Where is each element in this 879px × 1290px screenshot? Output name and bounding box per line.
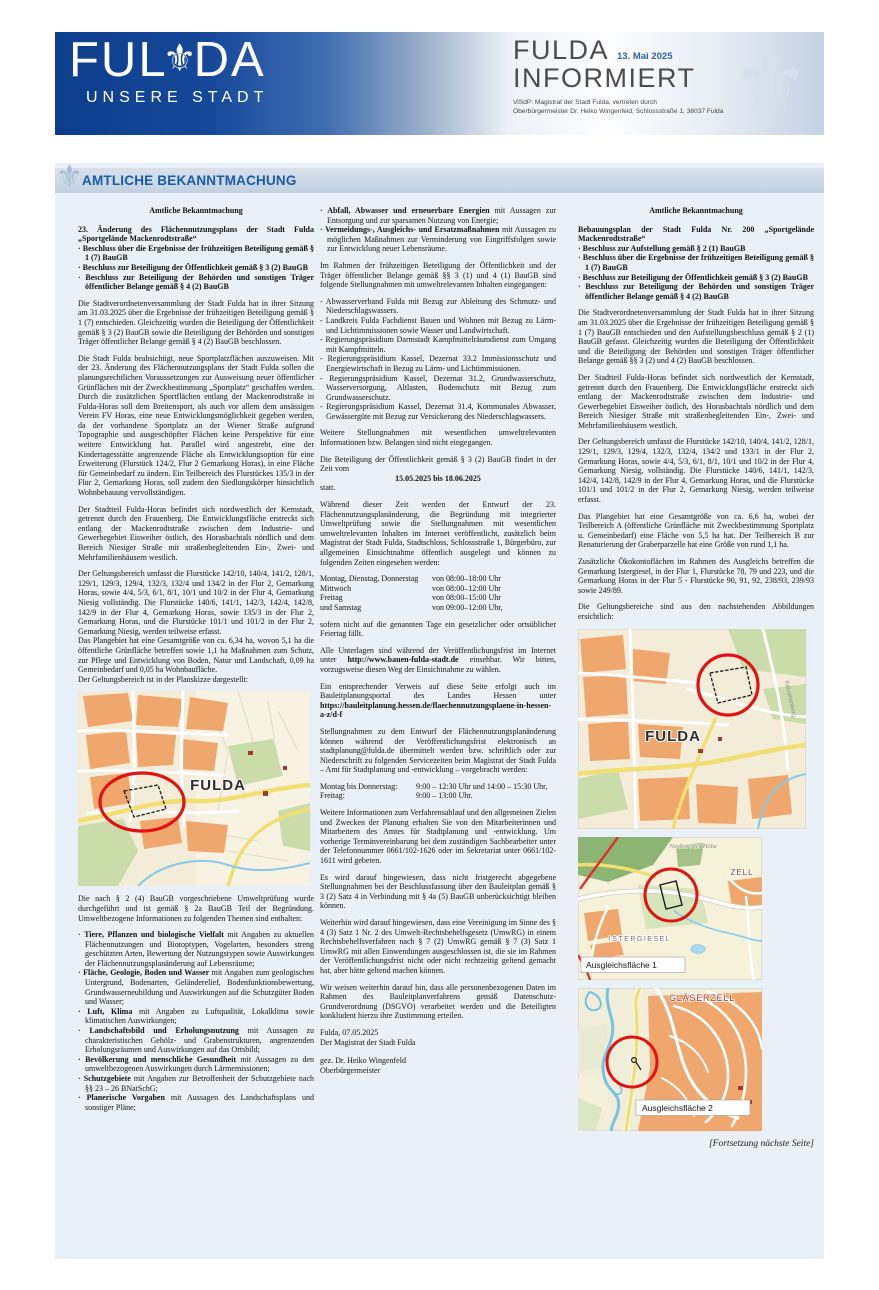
caption-ausgleichsflaeche-2: Ausgleichsfläche 2 [642, 1102, 713, 1113]
bullet-item: · Beschluss zur Beteiligung der Behörden und sonstigen Träger öffentlicher Belange gemäß § 4 (2) BauGB [78, 273, 314, 292]
content-panel [55, 163, 824, 1259]
columns [55, 193, 824, 1150]
text-segment: einsehbar. Wir bitten, vorzugsweise diesen Weg der Einsichtnahme zu wählen. [320, 655, 557, 674]
item-lead: Schutzgebiete [83, 1074, 131, 1083]
list-item [78, 1093, 314, 1112]
list-item [78, 968, 314, 1006]
item-lead: Landschaftsbild und Erholungsnutzung [89, 1026, 239, 1036]
documents-url: http://www.bauen-fulda-stadt.de [347, 655, 459, 665]
logo-text-ful: FUL [69, 33, 168, 87]
bullet-item: · Beschluss zur Beteiligung der Öffentlichkeit gemäß § 3 (2) BauGB [78, 263, 314, 273]
paragraph: Weiterhin wird darauf hingewiesen, dass eine Vereinigung im Sinne des § 4 (3) Satz 1 Nr. 2 des Umwelt-Rechtsbehelfsgesetz (UmwRG) in einem Rechtsbehelfsverfahren nach § 7 (2) UmwRG gemäß § 7 (3) Satz 1 UmwRG mit allen Einwendungen ausgeschlossen ist, die sie im Rahmen der Veröffentlichungsfrist nicht oder nicht rechtzeitig geltend gemacht hat, aber hätte geltend machen können. [320, 918, 556, 975]
imprint-line2: Oberbürgermeister Dr. Heiko Wingenfeld, Schlossstraße 1, 36037 Fulda [513, 107, 724, 115]
notice-title: 23. Änderung des Flächennutzungsplans der Stadt Fulda „Sportgelände Mackenrodtstraße“ [78, 224, 314, 244]
masthead-title [513, 37, 723, 116]
signature-name: gez. Dr. Heiko Wingenfeld [320, 1056, 406, 1066]
environment-topic-list [320, 206, 556, 254]
item-lead: Abfall, Abwasser und erneuerbare Energien [327, 206, 490, 215]
issue-date: 13. Mai 2025 [617, 51, 673, 62]
opening-hours-table [320, 574, 556, 612]
item-lead: Vermeidungs-, Ausgleichs- und Ersatzmaßnahmen [325, 225, 500, 235]
paragraph: Die Geltungsbereiche sind aus den nachstehenden Abbildungen ersichtlich: [578, 602, 814, 621]
column-heading: Amtliche Bekanntmachung [149, 206, 243, 215]
paragraph: Weitere Stellungnahmen mit wesentlichen umweltrelevanten Informationen bzw. Belangen sind nicht eingegangen. [320, 428, 556, 448]
environment-topic-list [78, 930, 314, 1112]
masthead-line1: FULDA [513, 35, 610, 65]
item-rest: mit Aussagen des Landschaftsplans und sonstiger Pläne; [85, 1093, 314, 1112]
paragraph: Der Geltungsbereich umfasst die Flurstücke 142/10, 140/4, 141/2, 128/1, 129/1, 129/3, 129/4, 132/3, 132/4 und 134/2 in der Flur 2, Gemarkung Horas, sowie 4/4, 5/3, 6/1, 8/1, 10/1 und 10/2 in der Flur 4, Gemarkung Niesig vollständig. Die Flurstücke 140/6, 141/1, 142/3, 142/4, 142/8, 142/9 in der Flur 4, Gemarkung Horas, sowie 135/3 in der Flur 2, Gemarkung Horas, und die Flurstücke 101/1 und 101/2 in der Flur 2, Gemarkung Niesig, werden teilweise erfasst. [78, 569, 314, 636]
list-item [78, 1026, 314, 1055]
item-rest: mit Angaben zu Luftqualität, Lokalklima sowie klimatischen Auswirkungen; [85, 1006, 314, 1026]
hours-time: 9:00 – 13:00 Uhr. [416, 791, 473, 801]
paragraph: Die Stadtverordnetenversammlung der Stadt Fulda hat in ihrer Sitzung am 31.03.2025 über die Ergebnisse der frühzeitigen Beteiligung gemäß § 1 (7) entschieden. Gleichzeitig wurden die Beteiligung der Öffentlichkeit gemäß § 3 (2) BauGB sowie die Beteiligung der Behörden und sonstigen Träger öffentlicher Belange gemäß § 4 (2) BauGB beschlossen. [78, 298, 314, 347]
paragraph [320, 682, 556, 720]
paragraph: Die Stadtverordnetenversammlung der Stadt Fulda hat in ihrer Sitzung am 31.03.2025 über die Ergebnisse der frühzeitigen Beteiligung gemäß § 1 (7) BauGB entschieden und den Aufstellungsbeschluss gemäß § 2 (1) BauGB gefasst. Gleichzeitig wurden die Beteiligung der Öffentlichkeit und die Beteiligung der Behörden und sonstigen Träger öffentlicher Belange gemäß §§ 3 (2) und 4 (2) BauGB beschlossen. [578, 308, 814, 366]
map-label-istergiesel: ISTERGIESEL [608, 935, 672, 943]
paragraph: Die nach § 2 (4) BauGB vorgeschriebene Umweltprüfung wurde durchgeführt und ist gemäß § 2a BauGB Teil der Begründung. Umweltbezogene Informationen zu folgenden Themen sind enthalten: [78, 894, 314, 923]
column-3 [578, 206, 814, 1150]
paragraph: Während dieser Zeit werden der Entwurf der 23. Flächennutzungsplanänderung, die Begründung mit integrierter Umweltprüfung sowie die Stellungnahmen mit wesentlichen umweltrelevanten Inhalten im Internet veröffentlicht, zusätzlich beim Magistrat der Stadt Fulda, Stadtschloss, Schlossstraße 1, Bürgerbüro, zur allgemeinen Einsichtnahme öffentlich ausgelegt und können zu folgenden Zeiten eingesehen werden: [320, 500, 556, 567]
map-label-fulda: FULDA [645, 727, 701, 745]
paragraph-group [78, 569, 314, 684]
ausgleichsflaeche-1-map [578, 837, 762, 980]
item-lead: Luft, Klima [87, 1006, 133, 1016]
hours-day: Freitag [320, 593, 343, 603]
planskizze-map [78, 691, 310, 886]
item-lead: Bevölkerung und menschliche Gesundheit [85, 1054, 237, 1064]
list-item [78, 930, 314, 968]
list-item: - Regierungspräsidium Kassel, Dezernat 31.2, Grundwasserschutz, Wasserversorgung, Altlasten, Bodenschutz mit Bezug zum Grundwasserschutz. [320, 374, 556, 403]
list-item [320, 206, 556, 225]
bullet-item: · Beschluss über die Ergebnisse der frühzeitigen Beteiligung gemäß § 1 (7) BauGB [78, 244, 314, 263]
item-rest: mit Aussagen zu den umweltbezogenen Auswirkungen durch Lärmemissionen; [85, 1054, 315, 1074]
paragraph: Stellungnahmen zu dem Entwurf der Flächennutzungsplanänderung können während der Veröffentlichungsfrist elektronisch an stadtplanung@fulda.de übermittelt werden bzw. schriftlich oder zur Niederschrift zu folgenden Servicezeiten beim Magistrat der Stadt Fulda – Amt für Stadtplanung und -entwicklung – vorgebracht werden: [320, 726, 556, 775]
list-item [320, 225, 556, 254]
section-banner [55, 163, 824, 194]
paragraph: Der Geltungsbereich umfasst die Flurstücke 142/10, 140/4, 141/2, 128/1, 129/1, 129/3, 129/4, 132/3, 132/4, 134/2 und 133/1 in der Flur 2, Gemarkung Horas, sowie 4/4, 5/3, 6/1, 8/1, 10/1 und 10/2 in der Flur 4, Gemarkung Niesig, vollständig. Die Flurstücke 140/6, 141/1, 142/3, 142/4, 142/8, 142/9 in der Flur 4, Gemarkung Horas, und die Flurstücke 101/1 und 101/2 in der Flur 2, Gemarkung Niesig, werden teilweise erfasst. [578, 437, 814, 505]
imprint [513, 98, 723, 116]
list-item [78, 1007, 314, 1026]
list-item: - Regierungspräsidium Darmstadt Kampfmittelräumdienst zum Umgang mit Kampfmitteln. [320, 335, 556, 354]
paragraph: Die Stadt Fulda beabsichtigt, neue Sportplatzflächen auszuweisen. Mit der 23. Änderung des Flächennutzungsplans der Stadt Fulda sollen die planungsrechtlichen Voraussetzungen zur Ausweisung neuer öffentlicher Grünflächen mit der Zweckbestimmung „Sportplatz“ geschaffen werden. Durch die zusätzlichen Sportflächen entlang der Mackenrodtstraße in Fulda-Horas soll dem Breitensport, als auch vor allem dem ansässigen Verein FV Horas, eine neue Entwicklungsmöglichkeit gegeben werden, da der vorhandene Sportplatz an der Wiener Straße aufgrund Topographie und ausgeschöpfter Flächen keine Perspektive für eine weitere Entwicklung hat. Parallel wird angestrebt, eine der Kindertagesstätte angrenzende Fläche als Entwicklungsoption für eine Erweiterung (Flurstück 124/2, Flur 2 Gemarkung Horas), in eine Fläche für Gemeinbedarf zu ändern. Ein Teilbereich des Flurstückes 135/3 in der Flur 2, Gemarkung Horas, soll zudem den Siedlungskörper hinsichtlich Wohnbebauung vervollständigen. [78, 353, 314, 498]
agency-list [320, 297, 556, 422]
hours-day: Montag, Dienstag, Donnerstag [320, 574, 419, 584]
column-1 [78, 206, 314, 1150]
bullet-item: · Beschluss zur Aufstellung gemäß § 2 (1) BauGB [578, 244, 814, 254]
list-item: - Landkreis Fulda Fachdienst Bauen und Wohnen mit Bezug zu Lärm- und Lichtimmissionen sowie Wasser und Landwirtschaft. [320, 316, 556, 335]
paragraph: Wir weisen weiterhin darauf hin, dass alle personenbezogenen Daten im Rahmen des Bauleitplanverfahrens gemäß Datenschutz-Grundverordnung (DSGVO) verarbeitet werden und die Beteiligten konkludent hierzu ihre Zustimmung erteilen. [320, 982, 556, 1021]
paragraph: Das Plangebiet hat eine Gesamtgröße von ca. 6,34 ha, wovon 5,1 ha die öffentliche Grünfläche betreffen sowie 1,1 ha Maßnahmen zum Schutz, zur Pflege und Entwicklung von Boden, Natur und Landschaft, 0,09 ha Gemeinbedarf und 0,05 ha Wohnbaufläche. [78, 636, 314, 675]
bullet-item: · Beschluss zur Beteiligung der Behörden und sonstigen Träger öffentlicher Belange gemäß § 4 (2) BauGB [578, 282, 814, 301]
item-lead: Fläche, Geologie, Boden und Wasser [83, 968, 210, 978]
geltungsbereich-map [578, 629, 806, 829]
map-label-zell: ZELL [730, 867, 754, 877]
hours-time: von 08:00–15:00 Uhr [432, 593, 501, 603]
item-rest: mit Aussagen zu möglichen Maßnahmen zur Verminderung von Eingriffsfolgen sowie zur Entwicklung neuer Lebensräume. [327, 225, 556, 254]
signature-place-date: Fulda, 07.05.2025 [320, 1027, 379, 1037]
list-item: - Abwasserverband Fulda mit Bezug zur Ableitung des Schmutz- und Niederschlagswassers. [320, 297, 556, 316]
fleur-de-lis-icon: ⚜ [56, 163, 83, 194]
hours-time: 9:00 – 12:30 Uhr und 14:00 – 15:30 Uhr, [416, 781, 548, 791]
paragraph: Es wird darauf hingewiesen, dass nicht fristgerecht abgegebene Stellungnahmen bei der Beschlussfassung über den Bauleitplan gemäß § 3 (2) Satz 4 in Verbindung mit § 4a (5) BauGB unberücksichtigt bleiben können. [320, 872, 556, 911]
masthead [55, 32, 824, 135]
paragraph: Die Beteiligung der Öffentlichkeit gemäß § 3 (2) BauGB findet in der Zeit vom [320, 454, 556, 474]
masthead-line2: INFORMIERT [513, 62, 696, 93]
hours-time: von 09:00–12:00 Uhr, [432, 602, 503, 612]
paragraph: Weitere Informationen zum Verfahrensablauf und den allgemeinen Zielen und Zwecken der Planung erhalten Sie von den Mitarbeiterinnen und Mitarbeitern des Amtes für Stadtplanung und -entwicklung. Um vorherige Terminvereinbarung bei dem zuständigen Sachbearbeiter unter der Telefonnummer 0661/102-1626 oder im Sekretariat unter 0661/102-1611 wird gebeten. [320, 808, 556, 866]
text-segment: Ein entsprechender Verweis auf diese Seite erfolgt auch im Bauleitplanungsportal des Landes Hessen unter [320, 681, 556, 701]
paragraph: Der Geltungsbereich ist in der Planskizze dargestellt: [78, 674, 249, 684]
banner-title: AMTLICHE BEKANNTMACHUNG [82, 173, 297, 188]
list-item [78, 1074, 314, 1093]
hours-time: von 08:00–12:00 Uhr [432, 583, 501, 593]
resolution-list [78, 244, 314, 292]
map-label-fulda: FULDA [190, 777, 246, 795]
paragraph: statt. [320, 483, 336, 493]
map-caption [636, 1100, 750, 1116]
service-hours-table [320, 782, 556, 801]
hours-day: Montag bis Donnerstag: [320, 781, 398, 791]
item-rest: mit Angaben zu aktuellen Flächennutzungen und Biotoptypen, Vogelarten, besonders streng geschützten Arten, Bewertung der Nutzungstypen sowie Auswirkungen der Flächennutzungsplanänderung auf Lebensräume; [85, 930, 314, 968]
ausgleichsflaeche-2-map [578, 988, 762, 1131]
portal-url: https://bauleitplanung.hessen.de/flaechennutzungsplaene-in-hessen-a-z/d-f [320, 700, 552, 720]
fleur-de-lis-icon: ⚜ [162, 36, 199, 80]
column-2 [320, 206, 556, 1150]
hours-day: Mittwoch [320, 583, 352, 593]
map-caption [581, 957, 685, 973]
map-label-niederroeder-hoehe: Niederröder Höhe [669, 842, 717, 850]
item-rest: mit Angaben zum geologischen Untergrund, Bodenarten, Geländerelief, Bodenfunktionsbewertung, Grundwasserneubildung und Auswirkungen auf die Schutzgüter Boden und Wasser; [85, 968, 315, 1007]
list-item: - Regierungspräsidium Kassel, Dezernat 33.2 Immissionsschutz und Energiewirtschaft in Bezug zu Lärm- und Lichtimmissionen. [320, 354, 556, 373]
map-label-kalvarienberg: Kalvarienberg [783, 679, 797, 718]
signature-org: Der Magistrat der Stadt Fulda [320, 1037, 416, 1047]
item-rest: mit Angaben zur Betroffenheit der Schutzgebiete nach §§ 23 – 26 BNatSchG; [85, 1074, 315, 1093]
text-segment: Alle Unterlagen sind während der Veröffentlichungsfrist im Internet unter [320, 645, 556, 665]
fulda-logo [69, 33, 269, 107]
notice-title: Bebauungsplan der Stadt Fulda Nr. 200 „Sportgelände Mackenrodtstraße“ [578, 224, 814, 244]
paragraph: Im Rahmen der frühzeitigen Beteiligung der Öffentlichkeit und der Träger öffentlicher Belange gemäß §§ 3 (1) und 4 (1) BauGB sind folgende Stellungnahmen mit umweltrelevanten Inhalten eingegangen: [320, 260, 556, 290]
hours-day: und Samstag [320, 602, 362, 612]
bullet-item: · Beschluss über die Ergebnisse der frühzeitigen Beteiligung gemäß § 1 (7) BauGB [578, 253, 814, 272]
paragraph [320, 646, 556, 675]
column-heading: Amtliche Bekanntmachung [649, 206, 743, 215]
item-lead: Tiere, Pflanzen und biologische Vielfalt [84, 930, 224, 940]
logo-subtitle: UNSERE STADT [86, 89, 269, 106]
paragraph: Der Stadtteil Fulda-Horas befindet sich nordwestlich der Kernstadt, getrennt durch den Frauenberg. Die Entwicklungsfläche erstreckt sich entlang der Mackenrodtstraße zwischen dem Industrie- und Gewerbegebiet Eisweiher östlich, des Horasbachtals nördlich und dem Bereich Niesiger Straße mit straßenbegleitenden Ein-, Zwei- und Mehrfamilienhäusern westlich. [78, 504, 314, 562]
paragraph: Das Plangebiet hat eine Gesamtgröße von ca. 6,6 ha, wobei der Teilbereich A (öffentliche Grünfläche mit Zweckbestimmung Sportplatz u. Gemeinbedarf) eine Fläche von 5,5 ha hat. Der Teilbereich B zur Renaturierung der Graberparzelle hat eine Größe von rund 1,1 ha. [578, 511, 814, 550]
item-rest: mit Aussagen zu charakteristischen Gehölz- und Grabenstrukturen, angrenzenden Erholungsräumen und Auswirkungen auf das Ortsbild; [85, 1026, 315, 1055]
logo-wordmark [69, 33, 268, 87]
hours-time: von 08:00–18:00 Uhr [432, 574, 501, 584]
item-lead: Planerische Vorgaben [86, 1093, 165, 1103]
hours-day: Freitag: [320, 791, 345, 801]
signature-role: Oberbürgermeister [320, 1065, 381, 1075]
public-display-dates: 15.05.2025 bis 18.06.2025 [395, 473, 481, 483]
logo-text-da: DA [193, 33, 266, 87]
fleur-de-lis-icon: ⚜ [731, 32, 810, 135]
paragraph: sofern nicht auf die genannten Tage ein gesetzlicher oder ortsüblicher Feiertag fällt. [320, 619, 556, 639]
map-label-glaeserzell: GLÄSERZELL [668, 992, 736, 1003]
imprint-line1: ViSdP: Magistrat der Stadt Fulda, vertreten durch [513, 98, 657, 106]
continuation-note: [Fortsetzung nächste Seite] [708, 1138, 814, 1149]
list-item [78, 1055, 314, 1074]
item-rest: mit Aussagen zur Entsorgung und zur sparsamen Nutzung von Energie; [327, 206, 556, 225]
resolution-list [578, 244, 814, 302]
paragraph: Zusätzliche Ökokontoflächen im Rahmen des Ausgleichs betreffen die Gemarkung Istergiesel, in der Flur 1, Flurstücke 78, 79 und 223, und die Gemarkung Horas in der Flur 5 - Flurstücke 90, 91, 92, 238/93, 239/93 sowie 249/89. [578, 557, 814, 595]
list-item: - Regierungspräsidium Kassel, Dezernat 31.4, Kommunales Abwasser, Gewässergüte mit Bezug zur Versickerung des Niederschlagwassers. [320, 402, 556, 421]
bullet-item: · Beschluss zur Beteiligung der Öffentlichkeit gemäß § 3 (2) BauGB [578, 273, 814, 283]
caption-ausgleichsflaeche-1: Ausgleichsfläche 1 [586, 959, 657, 970]
paragraph: Der Stadtteil Fulda-Horas befindet sich nordwestlich der Kernstadt, getrennt durch den Frauenberg. Die Entwicklungsfläche erstreckt sich entlang der Mackenrodtstraße zwischen dem Industrie- und Gewerbegebiet Eisweiher östlich, des Horasbachtals nördlich und dem Bereich Niesiger Straße mit straßenbegleitenden Ein-, Zwei- und Mehrfamilienhäusern westlich. [578, 372, 814, 430]
